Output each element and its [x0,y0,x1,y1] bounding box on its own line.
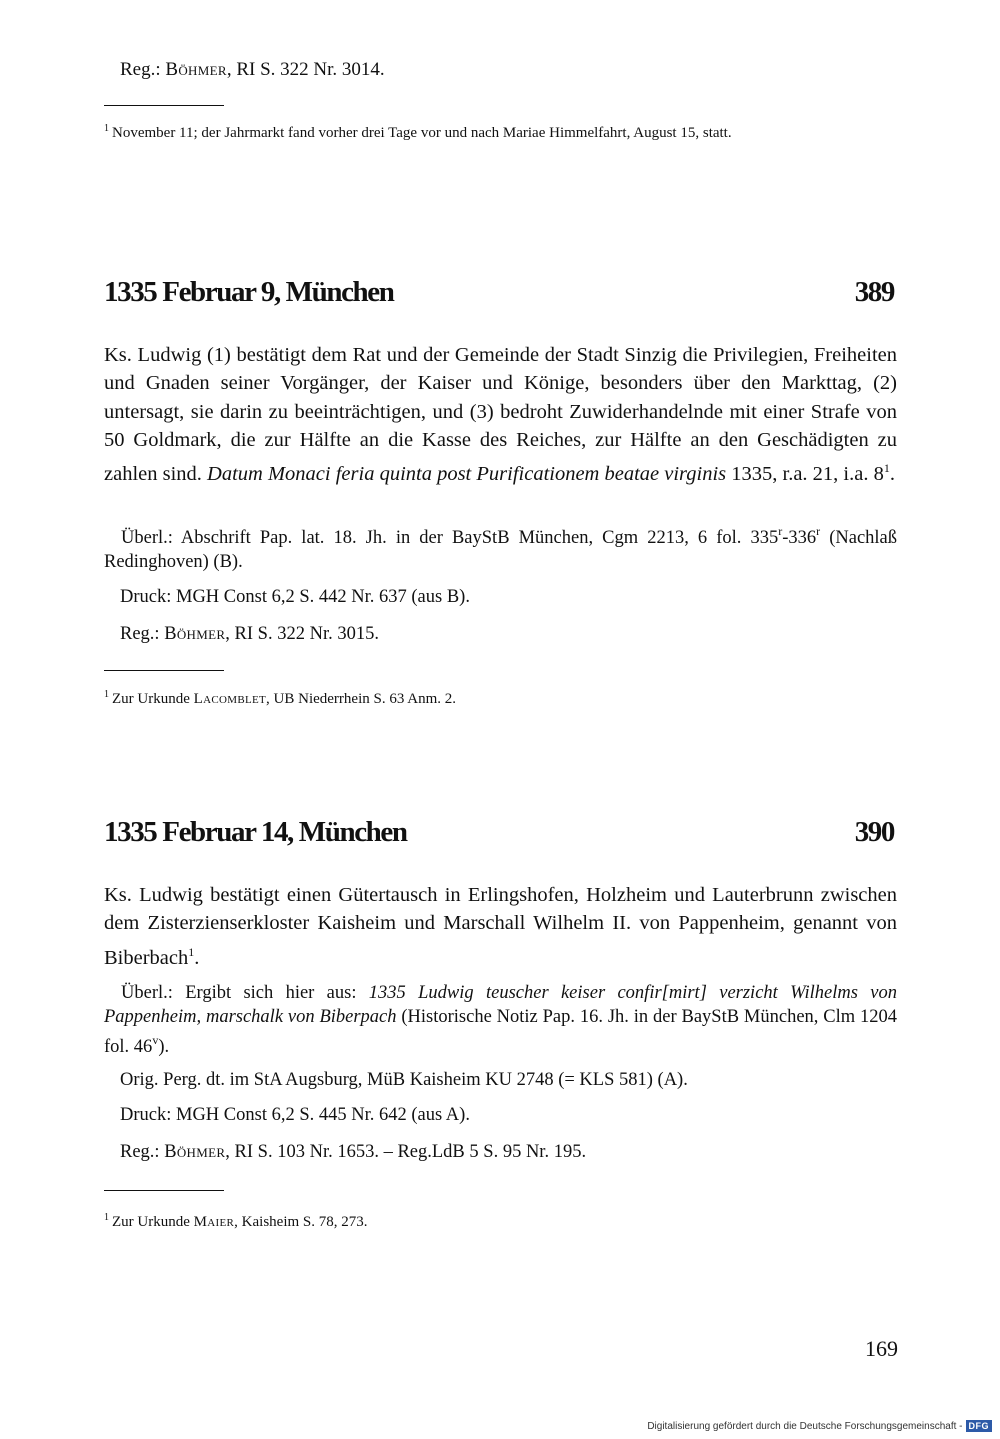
author-name: Böhmer [165,59,227,80]
entry-389-heading [104,276,894,316]
footnote-divider [104,1190,224,1191]
entry-389-ueberlieferung: Überl.: Abschrift Pap. lat. 18. Jh. in der BayStB München, Cgm 2213, 6 fol. 335$^r$-336$^r$ (Nachlaß Redinghoven) (B). [104,524,898,572]
author-name: Böhmer [164,1142,226,1162]
entry-389-druck: Druck: MGH Const 6,2 S. 442 Nr. 637 (aus B). [120,587,470,607]
top-footnote: $^1$ November 11; der Jahrmarkt fand vorher drei Tage vor und nach Mariae Himmelfahrt, August 15, statt. [104,123,732,141]
author-name: Lacomblet [193,691,267,707]
entry-389-summary: Ks. Ludwig (1) bestätigt dem Rat und der Gemeinde der Stadt Sinzig die Privilegien, Freiheiten und Gnaden seiner Vorgänger, der Kaiser und Könige, besonders über den Markttag, (2) untersagt, sie darin zu beeinträchtigen, und (3) bedroht Zuwiderhandelnde mit einer Strafe von 50 Goldmark, die zur Hälfte an die Kasse des Reiches, zur Hälfte an den Geschädigten zu zahlen sind. Datum Monaci feria quinta post Purificationem beatae virginis 1335, r.a. 21, i.a. $8^1$. [104,344,897,486]
entry-389-footnote: $^1$ Zur Urkunde Lacomblet, UB Niederrhein S. 63 Anm. 2. [104,689,457,707]
footnote-divider [104,670,224,671]
entry-390-summary: Ks. Ludwig bestätigt einen Gütertausch in Erlingshofen, Holzheim und Lauterbrunn zwischen dem Zisterzienserkloster Kaisheim und Marschall Wilhelm II. von Pappenheim, genannt von Biberbach$^1$. [104,884,897,969]
entry-390-heading [104,816,894,856]
entry-390-ueberlieferung: Überl.: Ergibt sich hier aus: 1335 Ludwig teuscher keiser confir[mirt] verzicht Wilhelms von Pappenheim, marschalk von Biberpach (Historische Notiz Pap. 16. Jh. in der BayStB München, Clm 1204 fol. 46$^v$). [104,983,897,1057]
entry-title: 1335 Februar 14, München [104,816,407,848]
footnote-divider [104,105,224,106]
entry-390-reg: Reg.: Böhmer, RI S. 103 Nr. 1653. – Reg.LdB 5 S. 95 Nr. 195. [120,1142,587,1162]
author-name: Böhmer [164,624,226,644]
entry-title: 1335 Februar 9, München [104,276,394,308]
top-reg-line: Reg.: Böhmer, RI S. 322 Nr. 3014. [120,59,385,80]
entry-number: 390 [854,816,894,848]
entry-390-orig: Orig. Perg. dt. im StA Augsburg, MüB Kaisheim KU 2748 (= KLS 581) (A). [120,1070,688,1090]
entry-389-reg: Reg.: Böhmer, RI S. 322 Nr. 3015. [120,624,379,644]
digitization-credit [647,1420,992,1432]
dfg-logo: DFG [966,1420,993,1432]
author-name: Maier [193,1214,235,1230]
entry-390-druck: Druck: MGH Const 6,2 S. 445 Nr. 642 (aus A). [120,1105,470,1125]
page-number: 169 [865,1336,898,1361]
entry-390-footnote: $^1$ Zur Urkunde Maier, Kaisheim S. 78, 273. [104,1212,368,1230]
credit-text: Digitalisierung gefördert durch die Deutsche Forschungsgemeinschaft - [647,1420,963,1432]
entry-number: 389 [854,276,894,308]
